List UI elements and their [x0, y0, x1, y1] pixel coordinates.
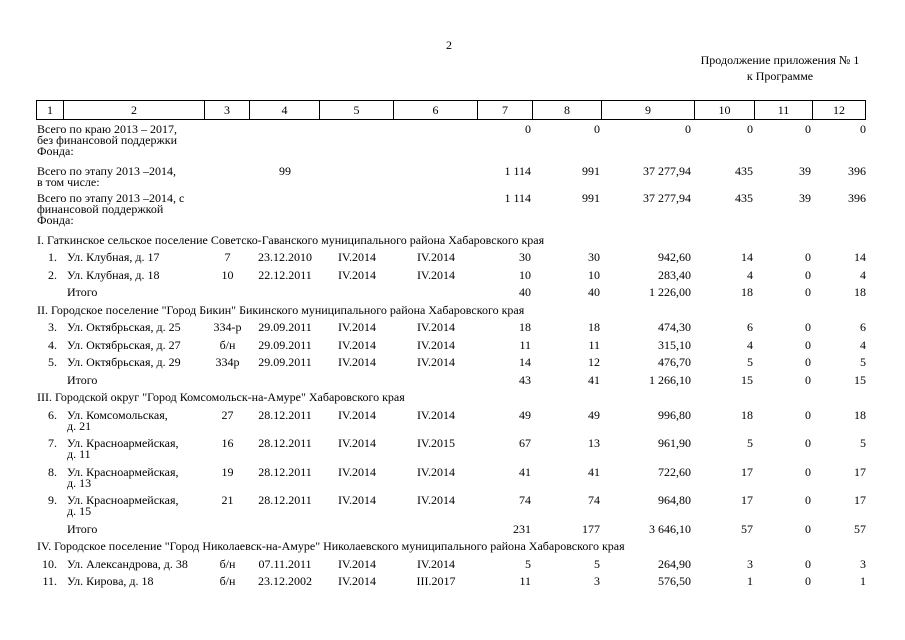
cell-col-4: 23.12.2010 — [258, 250, 312, 264]
cell-col-10: 18 — [741, 407, 753, 422]
cell-col-12: 14 — [854, 250, 866, 264]
table-body — [36, 120, 866, 620]
row-number: 1. — [48, 250, 57, 264]
cell-col-10: 435 — [735, 191, 753, 205]
cell-col-5: IV.2014 — [337, 320, 377, 334]
cell-col-4: 07.11.2011 — [258, 556, 312, 571]
cell-col-11: 0 — [805, 436, 811, 450]
column-number-4: 4 — [250, 100, 320, 120]
cell-col-10: 17 — [741, 464, 753, 479]
cell-col-9: 476,70 — [658, 355, 691, 369]
address-line: Ул. Октябрьская, д. 25 — [67, 320, 181, 334]
cell-col-12: 396 — [848, 191, 866, 205]
column-number-6: 6 — [394, 100, 478, 120]
cell-col-12: 4 — [860, 337, 866, 352]
empty-cell — [320, 283, 394, 301]
column-number-9: 9 — [602, 100, 695, 120]
cell-col-10: 0 — [747, 122, 753, 136]
cell-col-5: IV.2014 — [337, 267, 377, 282]
subtotal-cell-col-7: 231 — [513, 521, 531, 536]
section-row — [36, 537, 866, 555]
cell-col-3 — [205, 162, 250, 189]
cell-col-4: 99 — [279, 164, 291, 178]
cell-col-3: 19 — [221, 464, 234, 479]
cell-col-6: IV.2014 — [416, 407, 456, 422]
table-row — [36, 318, 866, 336]
address-cell — [64, 491, 205, 520]
section-row — [36, 231, 866, 249]
empty-cell — [205, 283, 250, 301]
continuation-line-1: Продолжение приложения № 1 — [700, 53, 860, 67]
row-number: 3. — [48, 320, 57, 334]
address-cell — [64, 318, 205, 336]
cell-col-7: 49 — [519, 407, 531, 422]
cell-col-7: 30 — [519, 250, 531, 264]
address-line: д. 13 — [67, 475, 92, 490]
subtotal-label: Итого — [67, 285, 98, 299]
cell-col-11: 39 — [799, 164, 811, 178]
cell-col-5 — [320, 162, 394, 189]
address-cell — [64, 266, 205, 284]
cell-col-5: IV.2014 — [337, 493, 377, 507]
cell-col-5: IV.2014 — [337, 407, 377, 422]
cell-col-11: 0 — [805, 556, 811, 571]
cell-col-9: 37 277,94 — [643, 164, 691, 178]
cell-col-8: 5 — [594, 556, 600, 571]
summary-label-line: Фонда: — [37, 144, 74, 158]
column-number-10: 10 — [695, 100, 755, 120]
summary-label-line: Всего по этапу 2013 –2014, — [37, 164, 176, 178]
subtotal-cell-col-12: 57 — [854, 521, 866, 536]
cell-col-9: 722,60 — [658, 464, 691, 479]
cell-col-12: 5 — [860, 436, 866, 450]
empty-cell — [394, 283, 478, 301]
address-line: Ул. Клубная, д. 17 — [67, 250, 160, 264]
cell-col-6: IV.2014 — [416, 464, 456, 479]
cell-col-7: 74 — [519, 493, 531, 507]
empty-cell — [394, 520, 478, 538]
cell-col-3: 334р — [215, 355, 240, 369]
address-cell — [64, 336, 205, 354]
cell-col-6: IV.2015 — [416, 436, 456, 450]
address-line: Ул. Красноармейская, — [67, 436, 179, 450]
table-row — [36, 406, 866, 435]
column-number-3: 3 — [205, 100, 250, 120]
cell-col-7: 0 — [525, 122, 531, 136]
cell-col-7: 1 114 — [504, 164, 531, 178]
cell-col-6: IV.2014 — [416, 337, 456, 352]
subtotal-cell-col-9: 3 646,10 — [649, 521, 691, 536]
cell-col-11: 0 — [805, 493, 811, 507]
cell-col-6: IV.2014 — [416, 556, 456, 571]
address-line: д. 11 — [67, 447, 91, 461]
table-row — [36, 266, 866, 284]
address-cell — [64, 353, 205, 371]
cell-col-11: 0 — [805, 407, 811, 422]
page-number: 2 — [446, 38, 452, 52]
cell-col-4: 29.09.2011 — [258, 355, 312, 369]
empty-cell — [250, 283, 320, 301]
cell-col-6 — [394, 162, 478, 189]
address-line: Ул. Кирова, д. 18 — [67, 574, 154, 588]
address-line: Ул. Александрова, д. 38 — [67, 556, 188, 571]
section-row — [36, 388, 866, 406]
cell-col-12: 4 — [860, 267, 866, 282]
summary-row — [36, 162, 866, 189]
cell-col-6: IV.2014 — [416, 355, 456, 369]
summary-row — [36, 120, 866, 162]
empty-cell — [394, 371, 478, 389]
cell-col-7: 5 — [525, 556, 531, 571]
address-line: Ул. Октябрьская, д. 27 — [67, 337, 181, 352]
table-row — [36, 434, 866, 463]
subtotal-cell-col-10: 18 — [741, 285, 753, 299]
cell-col-4: 28.12.2011 — [258, 407, 312, 422]
subtotal-cell-col-11: 0 — [805, 285, 811, 299]
cell-col-12: 1 — [860, 574, 866, 588]
cell-col-3 — [205, 120, 250, 162]
empty-cell — [320, 520, 394, 538]
empty-cell — [320, 371, 394, 389]
cell-col-4: 23.12.2002 — [258, 574, 312, 588]
table-row — [36, 572, 866, 590]
cell-col-11: 0 — [805, 250, 811, 264]
cell-col-11: 0 — [805, 464, 811, 479]
cell-col-12: 17 — [854, 493, 866, 507]
cell-col-10: 4 — [747, 267, 753, 282]
cell-col-3: б/н — [219, 556, 236, 571]
cell-col-10: 14 — [741, 250, 753, 264]
summary-label-line: финансовой поддержкой — [37, 202, 164, 216]
cell-col-5 — [320, 189, 394, 231]
subtotal-cell-col-10: 15 — [741, 372, 753, 387]
cell-col-12: 5 — [860, 355, 866, 369]
cell-col-4 — [250, 120, 320, 162]
table-row — [36, 491, 866, 520]
section-row — [36, 301, 866, 319]
cell-col-10: 5 — [747, 436, 753, 450]
cell-col-4: 22.12.2011 — [258, 267, 312, 282]
summary-label-line: в том числе: — [37, 175, 100, 189]
cell-col-3: 21 — [221, 493, 234, 507]
address-cell — [64, 572, 205, 590]
cell-col-7: 18 — [519, 320, 531, 334]
cell-col-6: IV.2014 — [416, 250, 456, 264]
cell-col-5: IV.2014 — [337, 464, 377, 479]
cell-col-9: 576,50 — [658, 574, 691, 588]
cell-col-5: IV.2014 — [337, 355, 377, 369]
row-number: 8. — [48, 464, 57, 479]
cell-col-11: 0 — [805, 320, 811, 334]
cell-col-8: 3 — [594, 574, 600, 588]
cell-col-3: 27 — [221, 407, 234, 422]
empty-cell — [250, 520, 320, 538]
subtotal-cell-col-10: 57 — [741, 521, 753, 536]
cell-col-10: 3 — [747, 556, 753, 571]
table-header-row — [36, 100, 866, 120]
cell-col-8: 30 — [588, 250, 600, 264]
column-number-12: 12 — [813, 100, 866, 120]
subtotal-cell-col-9: 1 266,10 — [649, 372, 691, 387]
row-number: 9. — [48, 493, 57, 507]
cell-col-9: 0 — [685, 122, 691, 136]
summary-label-line: без финансовой поддержки — [37, 133, 178, 147]
cell-col-9: 996,80 — [658, 407, 691, 422]
column-number-11: 11 — [755, 100, 813, 120]
table-row — [36, 248, 866, 266]
empty-cell — [36, 371, 64, 389]
table-row — [36, 555, 866, 573]
cell-col-7: 14 — [519, 355, 531, 369]
cell-col-3: 16 — [221, 436, 234, 450]
subtotal-label: Итого — [67, 521, 98, 536]
cell-col-6: IV.2014 — [416, 320, 456, 334]
cell-col-11: 0 — [805, 267, 811, 282]
cell-col-8: 12 — [588, 355, 600, 369]
address-line: Ул. Красноармейская, — [67, 464, 179, 479]
column-number-2: 2 — [64, 100, 205, 120]
subtotal-cell-col-12: 18 — [854, 285, 866, 299]
cell-col-5: IV.2014 — [337, 337, 377, 352]
cell-col-8: 74 — [588, 493, 600, 507]
cell-col-8: 10 — [588, 267, 600, 282]
cell-col-7: 11 — [519, 574, 531, 588]
cell-col-8: 0 — [594, 122, 600, 136]
subtotal-row — [36, 520, 866, 538]
empty-cell — [36, 283, 64, 301]
empty-cell — [205, 371, 250, 389]
cell-col-4: 29.09.2011 — [258, 320, 312, 334]
summary-label-line: Всего по краю 2013 – 2017, — [37, 122, 177, 136]
row-number: 10. — [42, 556, 57, 571]
address-cell — [64, 434, 205, 463]
cell-col-12: 3 — [860, 556, 866, 571]
cell-col-12: 17 — [854, 464, 866, 479]
cell-col-8: 49 — [588, 407, 600, 422]
cell-col-5 — [320, 120, 394, 162]
cell-col-10: 5 — [747, 355, 753, 369]
address-cell — [64, 463, 205, 492]
cell-col-11: 0 — [805, 122, 811, 136]
cell-col-4: 28.12.2011 — [258, 436, 312, 450]
table-row — [36, 336, 866, 354]
cell-col-5: IV.2014 — [337, 556, 377, 571]
cell-col-9: 961,90 — [658, 436, 691, 450]
cell-col-10: 1 — [747, 574, 753, 588]
cell-col-6 — [394, 189, 478, 231]
cell-col-4: 28.12.2011 — [258, 464, 312, 479]
cell-col-7: 41 — [519, 464, 531, 479]
cell-col-3: 334-р — [213, 320, 242, 334]
cell-col-7: 11 — [519, 337, 531, 352]
subtotal-cell-col-12: 15 — [854, 372, 866, 387]
cell-col-9: 37 277,94 — [643, 191, 691, 205]
cell-col-6: IV.2014 — [416, 267, 456, 282]
cell-col-9: 283,40 — [658, 267, 691, 282]
cell-col-11: 0 — [805, 574, 811, 588]
subtotal-cell-col-8: 40 — [588, 285, 600, 299]
address-line: Ул. Комсомольская, — [67, 407, 168, 422]
cell-col-9: 474,30 — [658, 320, 691, 334]
cell-col-3: б/н — [219, 574, 236, 588]
summary-label — [36, 189, 205, 231]
continuation-note — [690, 52, 870, 84]
address-cell — [64, 555, 205, 573]
cell-col-4: 29.09.2011 — [258, 337, 312, 352]
section-title: I. Гаткинское сельское поселение Советско-Гаванского муниципального района Хабаровского края — [37, 232, 545, 247]
address-line: д. 21 — [67, 418, 92, 433]
subtotal-cell-col-11: 0 — [805, 521, 811, 536]
cell-col-3 — [205, 189, 250, 231]
cell-col-6: IV.2014 — [416, 493, 456, 507]
row-number: 2. — [48, 267, 57, 282]
cell-col-5: IV.2014 — [337, 250, 377, 264]
subtotal-cell-col-7: 40 — [519, 285, 531, 299]
subtotal-cell-col-8: 41 — [588, 372, 600, 387]
cell-col-12: 6 — [860, 320, 866, 334]
cell-col-8: 11 — [588, 337, 600, 352]
address-cell — [64, 248, 205, 266]
subtotal-cell-col-9: 1 226,00 — [649, 285, 691, 299]
summary-label — [36, 162, 205, 189]
row-number: 4. — [48, 337, 57, 352]
subtotal-cell-col-11: 0 — [805, 372, 811, 387]
cell-col-8: 18 — [588, 320, 600, 334]
cell-col-12: 18 — [854, 407, 866, 422]
cell-col-3: 10 — [221, 267, 234, 282]
cell-col-9: 942,60 — [658, 250, 691, 264]
cell-col-3: 7 — [224, 250, 231, 264]
cell-col-10: 4 — [747, 337, 753, 352]
address-line: Ул. Клубная, д. 18 — [67, 267, 160, 282]
address-line: Ул. Октябрьская, д. 29 — [67, 355, 181, 369]
table-row — [36, 353, 866, 371]
cell-col-8: 13 — [588, 436, 600, 450]
address-line: д. 15 — [67, 504, 92, 518]
section-title: III. Городской округ "Город Комсомольск-на-Амуре" Хабаровского края — [37, 390, 405, 404]
cell-col-9: 315,10 — [658, 337, 691, 352]
empty-cell — [36, 520, 64, 538]
cell-col-6 — [394, 120, 478, 162]
cell-col-4 — [250, 189, 320, 231]
subtotal-row — [36, 283, 866, 301]
cell-col-7: 67 — [519, 436, 531, 450]
cell-col-9: 264,90 — [658, 556, 691, 571]
cell-col-7: 1 114 — [504, 191, 531, 205]
cell-col-8: 41 — [588, 464, 600, 479]
cell-col-4: 28.12.2011 — [258, 493, 312, 507]
summary-label-line: Всего по этапу 2013 –2014, с — [37, 191, 185, 205]
cell-col-12: 396 — [848, 164, 866, 178]
column-number-1: 1 — [36, 100, 64, 120]
summary-label — [36, 120, 205, 162]
cell-col-11: 0 — [805, 337, 811, 352]
section-title: IV. Городское поселение "Город Николаевск-на-Амуре" Николаевского муниципального района Хабаровского края — [37, 539, 625, 553]
cell-col-12: 0 — [860, 122, 866, 136]
column-number-8: 8 — [533, 100, 602, 120]
cell-col-7: 10 — [519, 267, 531, 282]
continuation-line-2: к Программе — [746, 69, 814, 83]
cell-col-8: 991 — [582, 191, 600, 205]
cell-col-10: 17 — [741, 493, 753, 507]
cell-col-8: 991 — [582, 164, 600, 178]
cell-col-6: III.2017 — [416, 574, 456, 588]
cell-col-10: 6 — [747, 320, 753, 334]
section-title: II. Городское поселение "Город Бикин" Бикинского муниципального района Хабаровского края — [37, 302, 525, 317]
cell-col-11: 0 — [805, 355, 811, 369]
cell-col-10: 435 — [735, 164, 753, 178]
summary-label-line: Фонда: — [37, 213, 74, 227]
empty-cell — [250, 371, 320, 389]
cell-col-5: IV.2014 — [337, 574, 377, 588]
row-number: 7. — [48, 436, 57, 450]
row-number: 5. — [48, 355, 57, 369]
cell-col-3: б/н — [219, 337, 236, 352]
subtotal-cell-col-8: 177 — [582, 521, 600, 536]
row-number: 6. — [48, 407, 57, 422]
column-number-7: 7 — [478, 100, 533, 120]
cell-col-9: 964,80 — [658, 493, 691, 507]
subtotal-row — [36, 371, 866, 389]
address-cell — [64, 406, 205, 435]
summary-row — [36, 189, 866, 231]
cell-col-11: 39 — [799, 191, 811, 205]
subtotal-cell-col-7: 43 — [519, 372, 531, 387]
table-row — [36, 463, 866, 492]
row-number: 11. — [42, 574, 57, 588]
subtotal-label: Итого — [67, 372, 98, 387]
empty-cell — [205, 520, 250, 538]
address-line: Ул. Красноармейская, — [67, 493, 179, 507]
cell-col-5: IV.2014 — [337, 436, 377, 450]
column-number-5: 5 — [320, 100, 394, 120]
